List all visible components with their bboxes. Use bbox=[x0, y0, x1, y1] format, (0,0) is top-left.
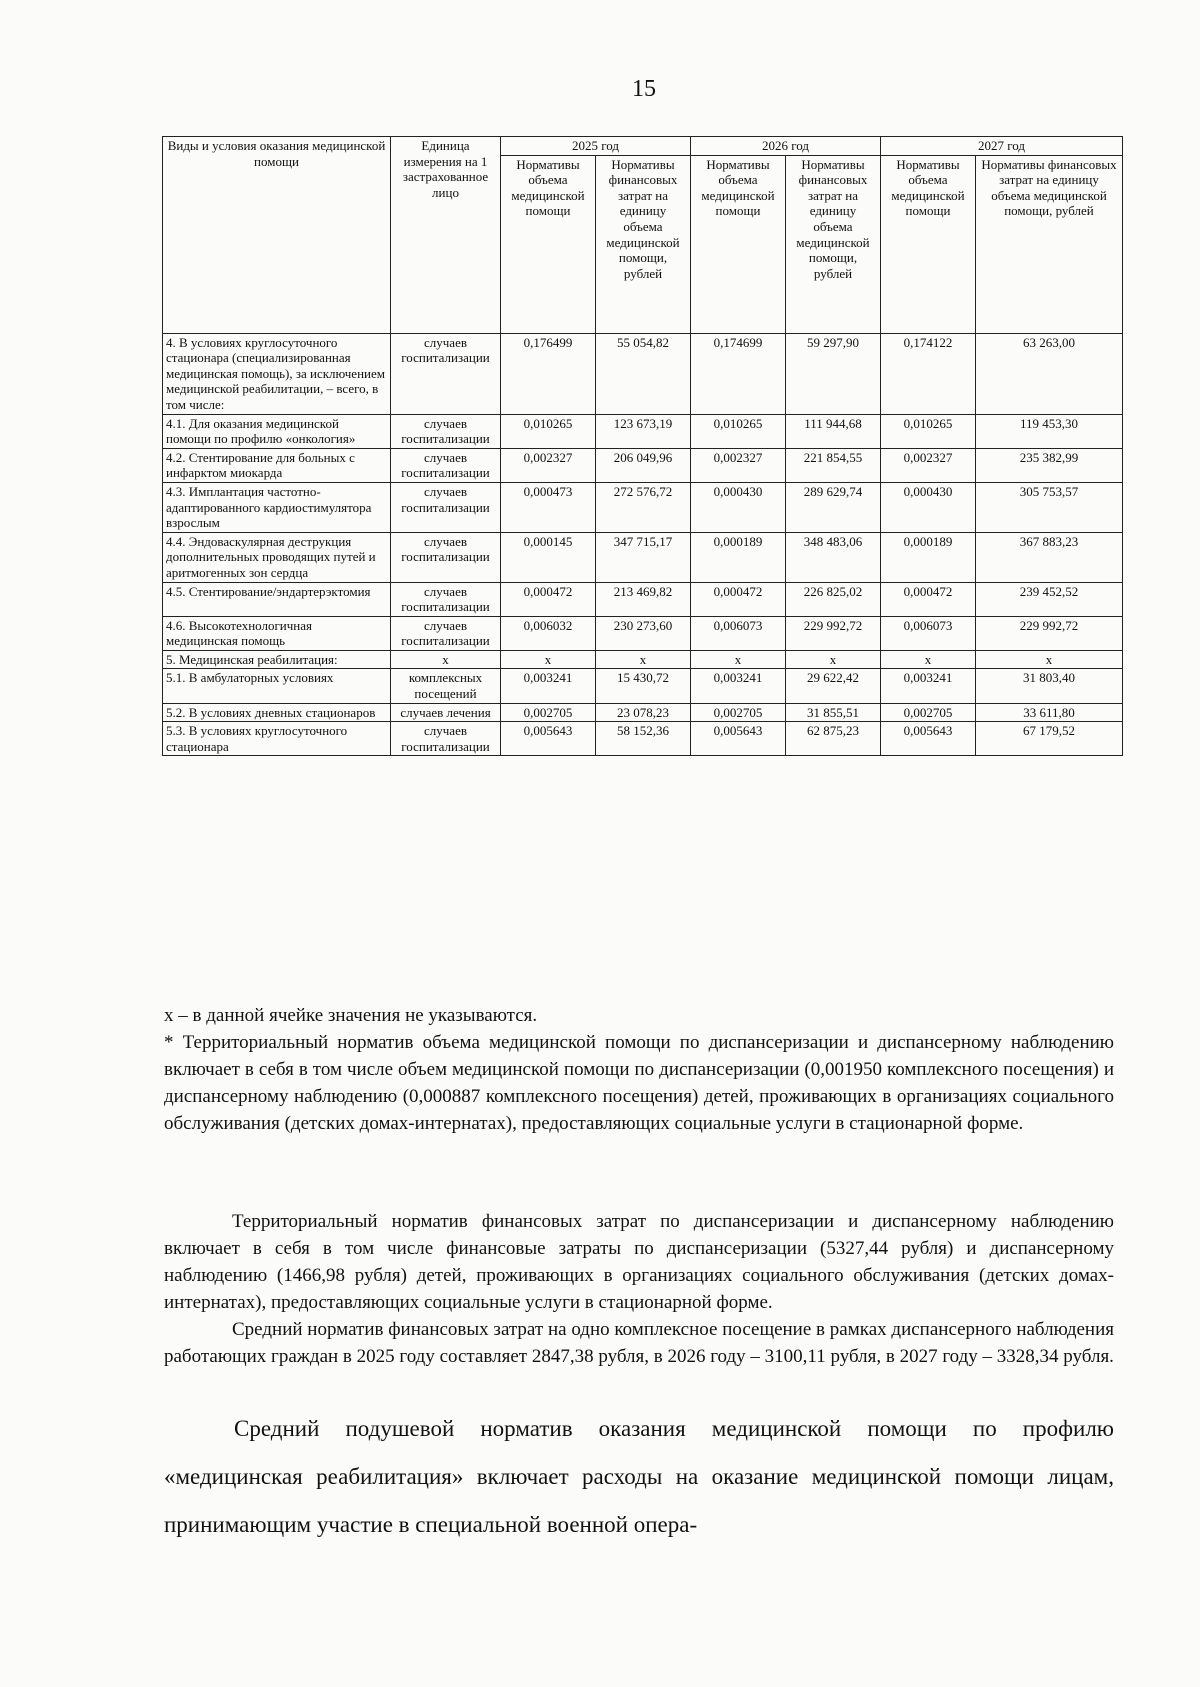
row-name: 4. В условиях круглосуточного стационара (специализированная медицинская помощь), за исключением медицинской реабилитации, – всего, в том числе: bbox=[163, 333, 391, 414]
row-name: 5.2. В условиях дневных стационаров bbox=[163, 703, 391, 722]
row-name: 4.6. Высокотехнологичная медицинская помощь bbox=[163, 616, 391, 650]
cost-value-2026: 226 825,02 bbox=[786, 582, 881, 616]
row-name: 5. Медицинская реабилитация: bbox=[163, 650, 391, 669]
page-number: 15 bbox=[632, 76, 656, 102]
cost-value-2027: 239 452,52 bbox=[976, 582, 1123, 616]
volume-value-2027: 0,003241 bbox=[881, 669, 976, 703]
volume-value-2026: 0,174699 bbox=[691, 333, 786, 414]
row-name: 5.3. В условиях круглосуточного стационара bbox=[163, 722, 391, 756]
cost-value-2027: 67 179,52 bbox=[976, 722, 1123, 756]
note-paragraph: Территориальный норматив финансовых затрат по диспансеризации и диспансерному наблюдению включает в себя в том числе финансовые затраты по диспансеризации (5327,44 рубля) и диспансерному наблюдению (1466,98 рубля) детей, проживающих в организациях социального обслуживания (детских домах-интернатах), предоставляющих социальные услуги в стационарной форме. bbox=[164, 1211, 1114, 1313]
volume-value-2026: 0,006073 bbox=[691, 616, 786, 650]
volume-value-2027: 0,002705 bbox=[881, 703, 976, 722]
table-header-row bbox=[163, 137, 1123, 156]
footnotes bbox=[164, 1002, 1114, 1137]
cost-value-2025: 15 430,72 bbox=[596, 669, 691, 703]
cost-value-2025: х bbox=[596, 650, 691, 669]
table-row bbox=[163, 482, 1123, 532]
cost-value-2025: 58 152,36 bbox=[596, 722, 691, 756]
cost-value-2026: 29 622,42 bbox=[786, 669, 881, 703]
cost-value-2025: 23 078,23 bbox=[596, 703, 691, 722]
table-row bbox=[163, 650, 1123, 669]
x-footnote: х – в данной ячейке значения не указываются. bbox=[164, 1005, 538, 1026]
header-volume-norm: Нормативы объема медицинской помощи bbox=[881, 155, 976, 333]
row-unit: случаев госпитализации bbox=[391, 582, 501, 616]
row-unit: случаев госпитализации bbox=[391, 414, 501, 448]
cost-value-2027: 367 883,23 bbox=[976, 532, 1123, 582]
volume-value-2026: 0,002327 bbox=[691, 448, 786, 482]
cost-value-2025: 206 049,96 bbox=[596, 448, 691, 482]
row-unit: случаев лечения bbox=[391, 703, 501, 722]
volume-value-2025: 0,000145 bbox=[501, 532, 596, 582]
table-row bbox=[163, 414, 1123, 448]
volume-value-2027: 0,010265 bbox=[881, 414, 976, 448]
cost-value-2025: 272 576,72 bbox=[596, 482, 691, 532]
volume-value-2026: 0,010265 bbox=[691, 414, 786, 448]
header-unit: Единица измерения на 1 застрахованное лицо bbox=[391, 137, 501, 334]
cost-value-2026: 62 875,23 bbox=[786, 722, 881, 756]
row-name: 4.4. Эндоваскулярная деструкция дополнительных проводящих путей и аритмогенных зон сердца bbox=[163, 532, 391, 582]
volume-value-2026: 0,002705 bbox=[691, 703, 786, 722]
row-unit: х bbox=[391, 650, 501, 669]
cost-value-2026: 348 483,06 bbox=[786, 532, 881, 582]
table-row bbox=[163, 333, 1123, 414]
cost-value-2025: 347 715,17 bbox=[596, 532, 691, 582]
volume-value-2025: 0,002327 bbox=[501, 448, 596, 482]
header-year-2026: 2026 год bbox=[691, 137, 881, 156]
header-cost-norm: Нормативы финансовых затрат на единицу объема медицинской помощи, рублей bbox=[596, 155, 691, 333]
row-name: 5.1. В амбулаторных условиях bbox=[163, 669, 391, 703]
volume-value-2027: 0,174122 bbox=[881, 333, 976, 414]
row-name: 4.2. Стентирование для больных с инфарктом миокарда bbox=[163, 448, 391, 482]
table-row bbox=[163, 532, 1123, 582]
row-unit: случаев госпитализации bbox=[391, 722, 501, 756]
volume-value-2025: 0,002705 bbox=[501, 703, 596, 722]
volume-value-2026: 0,005643 bbox=[691, 722, 786, 756]
cost-value-2026: 59 297,90 bbox=[786, 333, 881, 414]
cost-value-2025: 213 469,82 bbox=[596, 582, 691, 616]
cost-value-2025: 55 054,82 bbox=[596, 333, 691, 414]
volume-value-2027: 0,000189 bbox=[881, 532, 976, 582]
cost-value-2027: 63 263,00 bbox=[976, 333, 1123, 414]
row-name: 4.5. Стентирование/эндартерэктомия bbox=[163, 582, 391, 616]
table-body bbox=[163, 333, 1123, 756]
volume-value-2027: 0,002327 bbox=[881, 448, 976, 482]
cost-value-2026: х bbox=[786, 650, 881, 669]
volume-value-2026: 0,003241 bbox=[691, 669, 786, 703]
volume-value-2025: 0,010265 bbox=[501, 414, 596, 448]
header-volume-norm: Нормативы объема медицинской помощи bbox=[501, 155, 596, 333]
header-volume-norm: Нормативы объема медицинской помощи bbox=[691, 155, 786, 333]
header-cost-norm: Нормативы финансовых затрат на единицу объема медицинской помощи, рублей bbox=[786, 155, 881, 333]
row-unit: комплексных посещений bbox=[391, 669, 501, 703]
main-paragraph: Средний подушевой норматив оказания медицинской помощи по профилю «медицинская реабилитация» включает расходы на оказание медицинской помощи лицам, принимающим участие в специальной военной опера- bbox=[164, 1416, 1114, 1537]
cost-value-2027: 229 992,72 bbox=[976, 616, 1123, 650]
volume-value-2025: х bbox=[501, 650, 596, 669]
volume-value-2025: 0,000473 bbox=[501, 482, 596, 532]
table-row bbox=[163, 448, 1123, 482]
cost-value-2026: 289 629,74 bbox=[786, 482, 881, 532]
volume-value-2026: 0,000472 bbox=[691, 582, 786, 616]
cost-value-2026: 31 855,51 bbox=[786, 703, 881, 722]
cost-value-2027: 33 611,80 bbox=[976, 703, 1123, 722]
notes bbox=[164, 1208, 1114, 1370]
volume-value-2027: 0,000472 bbox=[881, 582, 976, 616]
header-year-2027: 2027 год bbox=[881, 137, 1123, 156]
volume-value-2026: х bbox=[691, 650, 786, 669]
row-unit: случаев госпитализации bbox=[391, 532, 501, 582]
row-unit: случаев госпитализации bbox=[391, 482, 501, 532]
row-unit: случаев госпитализации bbox=[391, 448, 501, 482]
volume-value-2027: 0,000430 bbox=[881, 482, 976, 532]
table-row bbox=[163, 669, 1123, 703]
main-text bbox=[164, 1405, 1114, 1549]
row-name: 4.1. Для оказания медицинской помощи по профилю «онкология» bbox=[163, 414, 391, 448]
table-row bbox=[163, 582, 1123, 616]
volume-value-2025: 0,003241 bbox=[501, 669, 596, 703]
cost-value-2025: 123 673,19 bbox=[596, 414, 691, 448]
header-kind: Виды и условия оказания медицинской помощи bbox=[163, 137, 391, 334]
note-paragraph: Средний норматив финансовых затрат на одно комплексное посещение в рамках диспансерного наблюдения работающих граждан в 2025 году составляет 2847,38 рубля, в 2026 году – 3100,11 рубля, в 2027 году – 3328,34 рубля. bbox=[164, 1319, 1114, 1367]
volume-value-2026: 0,000430 bbox=[691, 482, 786, 532]
table-row bbox=[163, 722, 1123, 756]
row-name: 4.3. Имплантация частотно-адаптированного кардиостимулятора взрослым bbox=[163, 482, 391, 532]
cost-value-2027: х bbox=[976, 650, 1123, 669]
cost-value-2027: 31 803,40 bbox=[976, 669, 1123, 703]
volume-value-2027: х bbox=[881, 650, 976, 669]
cost-value-2027: 235 382,99 bbox=[976, 448, 1123, 482]
volume-value-2025: 0,000472 bbox=[501, 582, 596, 616]
table-row bbox=[163, 616, 1123, 650]
volume-value-2025: 0,005643 bbox=[501, 722, 596, 756]
cost-value-2025: 230 273,60 bbox=[596, 616, 691, 650]
cost-value-2027: 305 753,57 bbox=[976, 482, 1123, 532]
cost-value-2026: 221 854,55 bbox=[786, 448, 881, 482]
table-row bbox=[163, 703, 1123, 722]
row-unit: случаев госпитализации bbox=[391, 616, 501, 650]
norms-table bbox=[162, 136, 1123, 756]
volume-value-2027: 0,006073 bbox=[881, 616, 976, 650]
volume-value-2026: 0,000189 bbox=[691, 532, 786, 582]
volume-value-2027: 0,005643 bbox=[881, 722, 976, 756]
header-year-2025: 2025 год bbox=[501, 137, 691, 156]
row-unit: случаев госпитализации bbox=[391, 333, 501, 414]
cost-value-2026: 229 992,72 bbox=[786, 616, 881, 650]
cost-value-2026: 111 944,68 bbox=[786, 414, 881, 448]
star-footnote: * Территориальный норматив объема медицинской помощи по диспансеризации и диспансерному наблюдению включает в себя в том числе объем медицинской помощи по диспансеризации (0,001950 комплексного посещения) и диспансерному наблюдению (0,000887 комплексного посещения) детей, проживающих в организациях социального обслуживания (детских домах-интернатах), предоставляющих социальные услуги в стационарной форме. bbox=[164, 1032, 1114, 1134]
cost-value-2027: 119 453,30 bbox=[976, 414, 1123, 448]
volume-value-2025: 0,006032 bbox=[501, 616, 596, 650]
volume-value-2025: 0,176499 bbox=[501, 333, 596, 414]
header-cost-norm: Нормативы финансовых затрат на единицу объема медицинской помощи, рублей bbox=[976, 155, 1123, 333]
